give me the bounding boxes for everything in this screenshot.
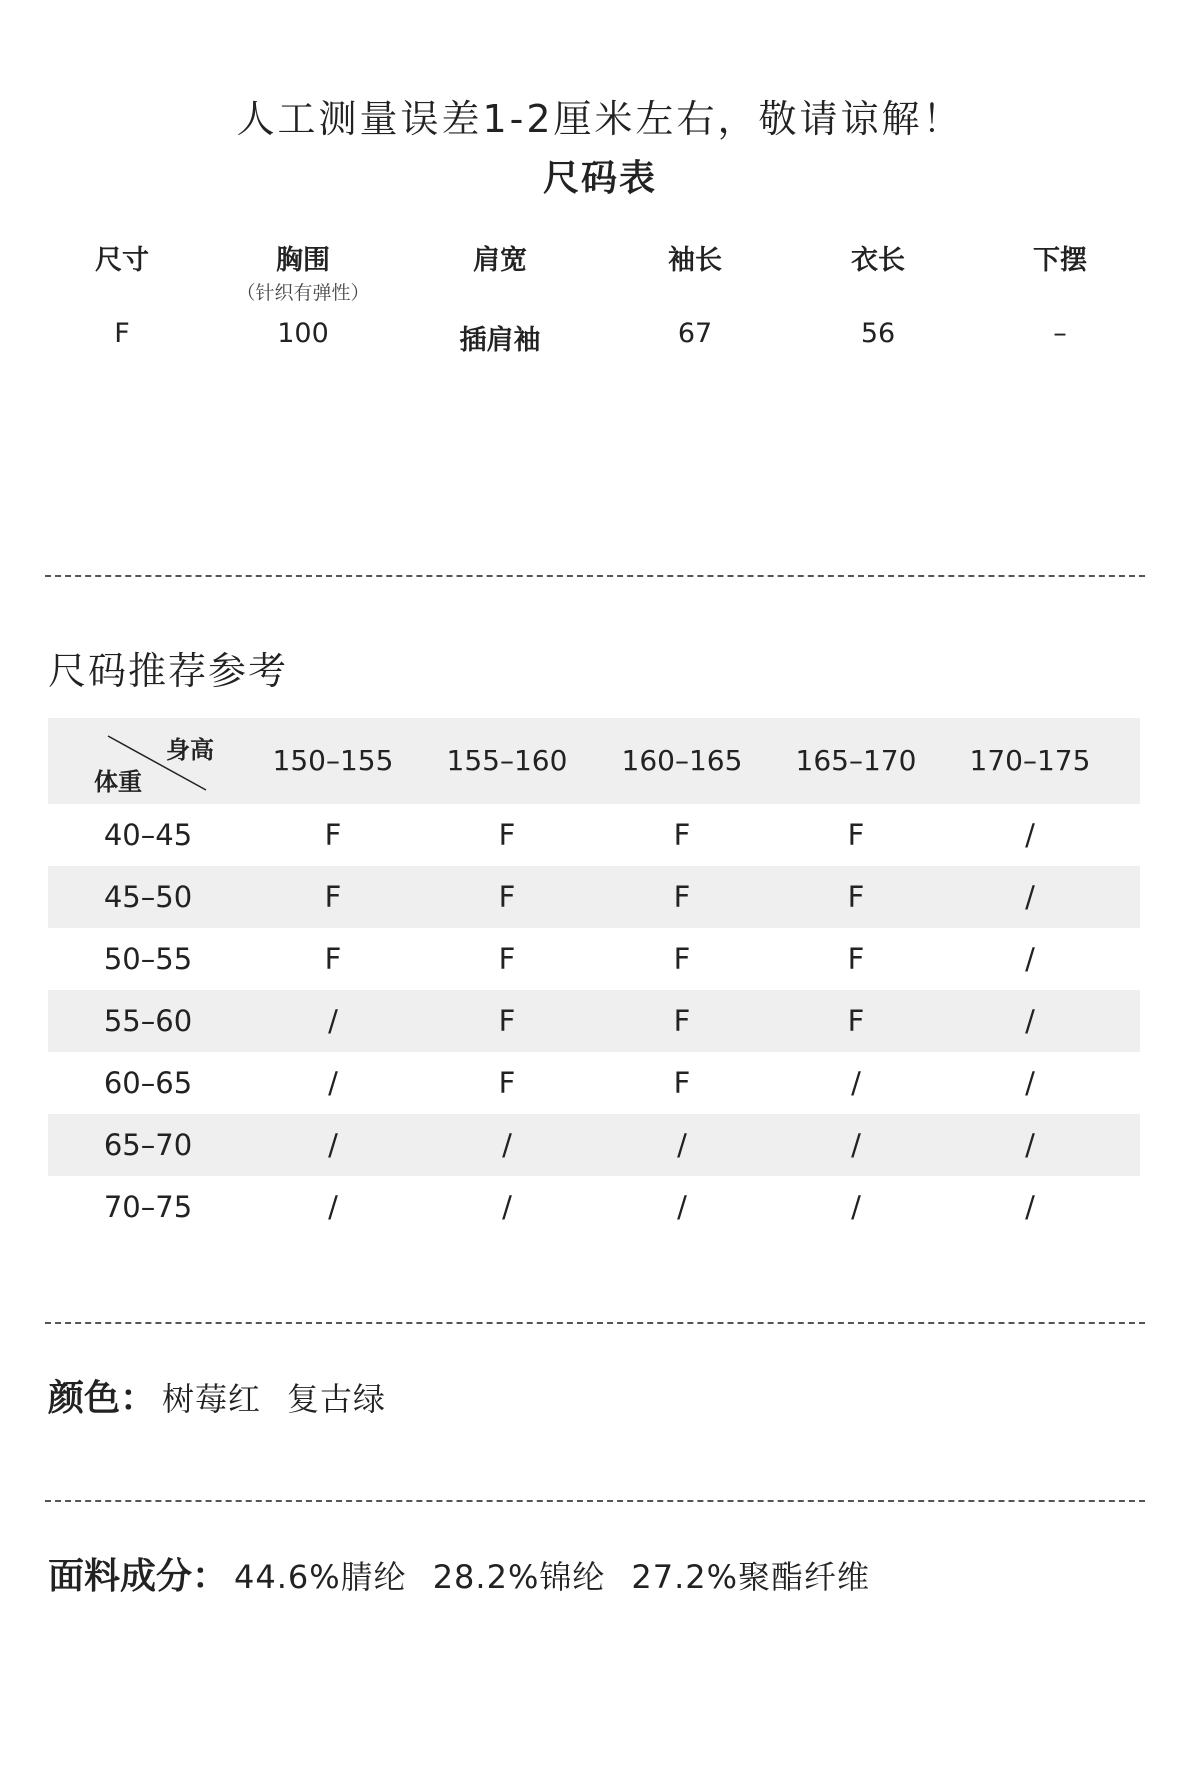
size-recommend-cell: F (498, 1004, 516, 1038)
size-value-shoulder: 插肩袖 (459, 325, 541, 356)
size-header-chest-note: （针织有弹性） (236, 282, 370, 304)
table-row (48, 804, 1140, 866)
size-recommend-cell: F (673, 818, 691, 852)
divider (45, 575, 1145, 577)
height-header-cell: 165–170 (795, 744, 917, 777)
size-value-length: 56 (860, 318, 896, 349)
size-header-sleeve: 袖长 (668, 245, 722, 276)
corner-height-label: 身高 (166, 736, 214, 764)
size-recommend-cell: F (498, 818, 516, 852)
size-recommend-cell: F (498, 942, 516, 976)
size-header-size: 尺寸 (95, 245, 149, 276)
fabric-value: 44.6%腈纶 (234, 1558, 407, 1596)
height-header-cell: 160–165 (621, 744, 743, 777)
size-recommend-cell: / (1025, 942, 1035, 976)
size-recommend-cell: F (324, 880, 342, 914)
size-recommend-cell: / (1025, 1128, 1035, 1162)
color-line (48, 1370, 406, 1421)
size-recommend-cell: / (677, 1190, 687, 1224)
corner-cell (48, 718, 248, 804)
size-recommend-cell: F (498, 1066, 516, 1100)
size-recommend-cell: / (1025, 880, 1035, 914)
color-value: 树莓红 (162, 1380, 262, 1418)
weight-cell: 70–75 (103, 1190, 193, 1224)
size-recommend-cell: / (851, 1128, 861, 1162)
size-header-length: 衣长 (851, 245, 905, 276)
size-recommend-cell: F (673, 1066, 691, 1100)
size-header-hem: 下摆 (1033, 245, 1087, 276)
size-recommend-cell: F (847, 880, 865, 914)
size-recommend-cell: F (847, 818, 865, 852)
size-recommend-cell: / (328, 1066, 338, 1100)
page-title: 尺码表 (542, 158, 657, 199)
corner-weight-label: 体重 (94, 768, 142, 796)
weight-cell: 55–60 (103, 1004, 193, 1038)
weight-cell: 65–70 (103, 1128, 193, 1162)
fabric-line (48, 1548, 890, 1599)
size-recommend-cell: F (847, 1004, 865, 1038)
size-recommend-cell: / (851, 1190, 861, 1224)
weight-cell: 45–50 (103, 880, 193, 914)
size-recommend-cell: F (847, 942, 865, 976)
recommend-header-row (48, 718, 1140, 804)
size-recommend-cell: / (851, 1066, 861, 1100)
size-header-shoulder: 肩宽 (473, 245, 527, 276)
color-label: 颜色： (48, 1378, 157, 1419)
height-header-cell: 150–155 (272, 744, 394, 777)
weight-cell: 60–65 (103, 1066, 193, 1100)
size-recommend-cell: / (677, 1128, 687, 1162)
size-value-hem: – (1053, 318, 1067, 349)
size-recommend-cell: F (673, 880, 691, 914)
diagonal-line (48, 718, 248, 804)
table-row (48, 1052, 1140, 1114)
recommend-table (48, 718, 1140, 1238)
divider (45, 1322, 1145, 1324)
size-recommend-cell: F (498, 880, 516, 914)
table-row (48, 928, 1140, 990)
size-recommend-cell: F (324, 942, 342, 976)
size-recommend-cell: F (673, 1004, 691, 1038)
measurement-notice: 人工测量误差1-2厘米左右，敬请谅解！ (236, 97, 964, 141)
size-recommend-cell: / (1025, 1004, 1035, 1038)
table-row (48, 1114, 1140, 1176)
fabric-label: 面料成分： (48, 1556, 229, 1597)
size-recommend-cell: / (502, 1190, 512, 1224)
size-recommend-cell: / (1025, 1066, 1035, 1100)
color-value: 复古绿 (287, 1380, 387, 1418)
height-header-cell: 155–160 (446, 744, 568, 777)
table-row (48, 866, 1140, 928)
size-recommend-cell: / (328, 1128, 338, 1162)
size-header-chest: 胸围 (276, 245, 330, 276)
height-header-cell: 170–175 (969, 744, 1091, 777)
table-row (48, 990, 1140, 1052)
fabric-value: 27.2%聚酯纤维 (631, 1558, 871, 1596)
size-recommend-cell: F (673, 942, 691, 976)
size-recommend-cell: / (502, 1128, 512, 1162)
size-recommend-cell: F (324, 818, 342, 852)
size-recommend-cell: / (328, 1004, 338, 1038)
size-value-size: F (114, 318, 130, 349)
recommend-title: 尺码推荐参考 (48, 649, 289, 693)
size-value-chest: 100 (277, 318, 329, 349)
divider (45, 1500, 1145, 1502)
weight-cell: 50–55 (103, 942, 193, 976)
size-recommend-cell: / (328, 1190, 338, 1224)
weight-cell: 40–45 (103, 818, 193, 852)
table-row (48, 1176, 1140, 1238)
size-value-sleeve: 67 (677, 318, 713, 349)
size-recommend-cell: / (1025, 1190, 1035, 1224)
size-recommend-cell: / (1025, 818, 1035, 852)
fabric-value: 28.2%锦纶 (432, 1558, 606, 1596)
